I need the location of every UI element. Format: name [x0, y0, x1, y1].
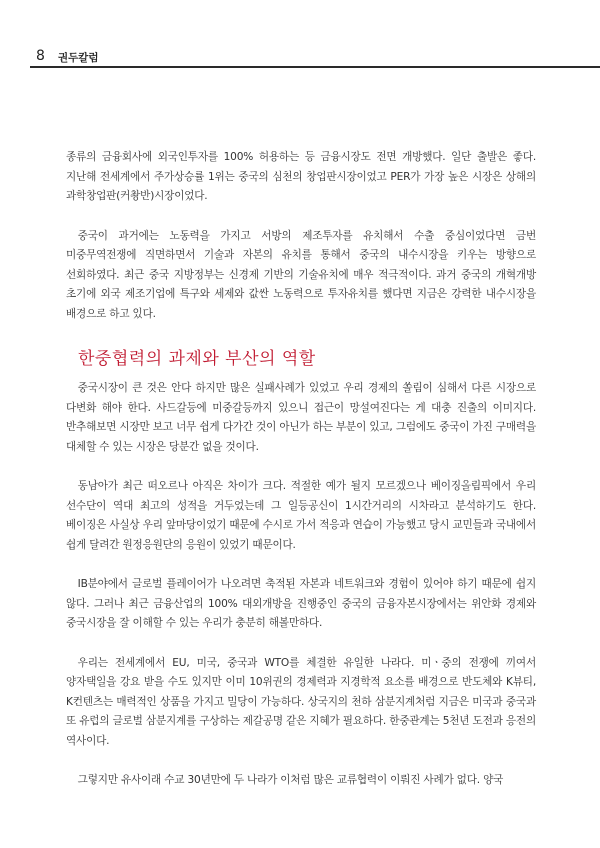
page-header — [0, 44, 600, 72]
paragraph: 종류의 금융회사에 외국인투자를 100% 허용하는 등 금융시장도 전면 개방했다. 일단 출발은 좋다. 지난해 전세계에서 주가상승률 1위는 중국의 심천의 창업판시장이었고 PER가 가장 높은 시장은 상해의 과학창업판(커촹반)시장이었다. — [66, 151, 536, 202]
paragraph: IB분야에서 글로벌 플레이어가 나오려면 축적된 자본과 네트워크와 경험이 있어야 하기 때문에 쉽지 않다. 그러나 최근 금융산업의 100% 대외개방을 진행중인 중국의 금융자본시장에서는 위안화 경제와 중국시장을 잘 이해할 수 있는 우리가 충분히 해볼만하다. — [66, 578, 536, 629]
paragraph: 중국시장이 큰 것은 안다 하지만 많은 실패사례가 있었고 우리 경제의 쏠림이 심해서 다른 시장으로 다변화 해야 한다. 사드갈등에 미중갈등까지 있으니 접근이 망설여진다는 게 대충 진출의 이미지다. 반추해보면 시장만 보고 너무 쉽게 다가간 것이 아닌가 하는 부분이 있고, 그럼에도 중국이 가진 구매력을 대체할 수 있는 시장은 당분간 없을 것이다. — [66, 382, 536, 453]
paragraph: 우리는 전세계에서 EU, 미국, 중국과 WTO를 체결한 유일한 나라다. 미ㆍ중의 전쟁에 끼여서 양자택일을 강요 받을 수도 있지만 이미 10위권의 경제력과 지경학적 요소를 배경으로 반도체와 K뷰티, K컨텐츠는 매력적인 상품을 가지고 밀당이 가능하다. 상국지의 천하 삼분지계처럼 지금은 미국과 중국과 또 유럽의 글로벌 삼분지계를 구상하는 제갈공명 같은 지혜가 필요하다. 한중관계는 5천년 도전과 응전의 역사이다. — [66, 656, 536, 747]
paragraph: 동남아가 최근 떠오르나 아직은 차이가 크다. 적절한 예가 될지 모르겠으나 베이징올림픽에서 우리 선수단이 역대 최고의 성적을 거두었는데 그 일등공신이 1시간거리의 시차라고 분석하기도 한다. 베이징은 사실상 우리 앞마당이었기 때문에 수시로 가서 적응과 연습이 가능했고 당시 교민들과 국내에서 쉽게 달려간 원정응원단의 응원이 있었기 때문이다. — [66, 480, 536, 551]
article-body — [66, 148, 536, 811]
header-rule — [30, 66, 600, 68]
paragraph: 그렇지만 유사이래 수교 30년만에 두 나라가 이처럼 많은 교류협력이 이뤄진 사례가 없다. 양국 — [77, 774, 504, 786]
section-heading: 한중협력의 과제와 부산의 역할 — [78, 349, 316, 369]
paragraph: 중국이 과거에는 노동력을 가지고 서방의 제조투자를 유치해서 수출 중심이었다면 금번 미중무역전쟁에 직면하면서 기술과 자본의 유치를 통해서 중국의 내수시장을 키우는 방향으로 선회하였다. 최근 중국 지방정부는 신경제 기반의 기술유치에 매우 적극적이다. 과거 중국의 개혁개방 초기에 외국 제조기업에 특구와 세제와 값싼 노동력으로 투자유치를 했다면 지금은 강력한 내수시장을 배경으로 하고 있다. — [66, 229, 536, 320]
section-name: 권두칼럼 — [58, 52, 99, 64]
page-number: 8 — [36, 48, 45, 64]
